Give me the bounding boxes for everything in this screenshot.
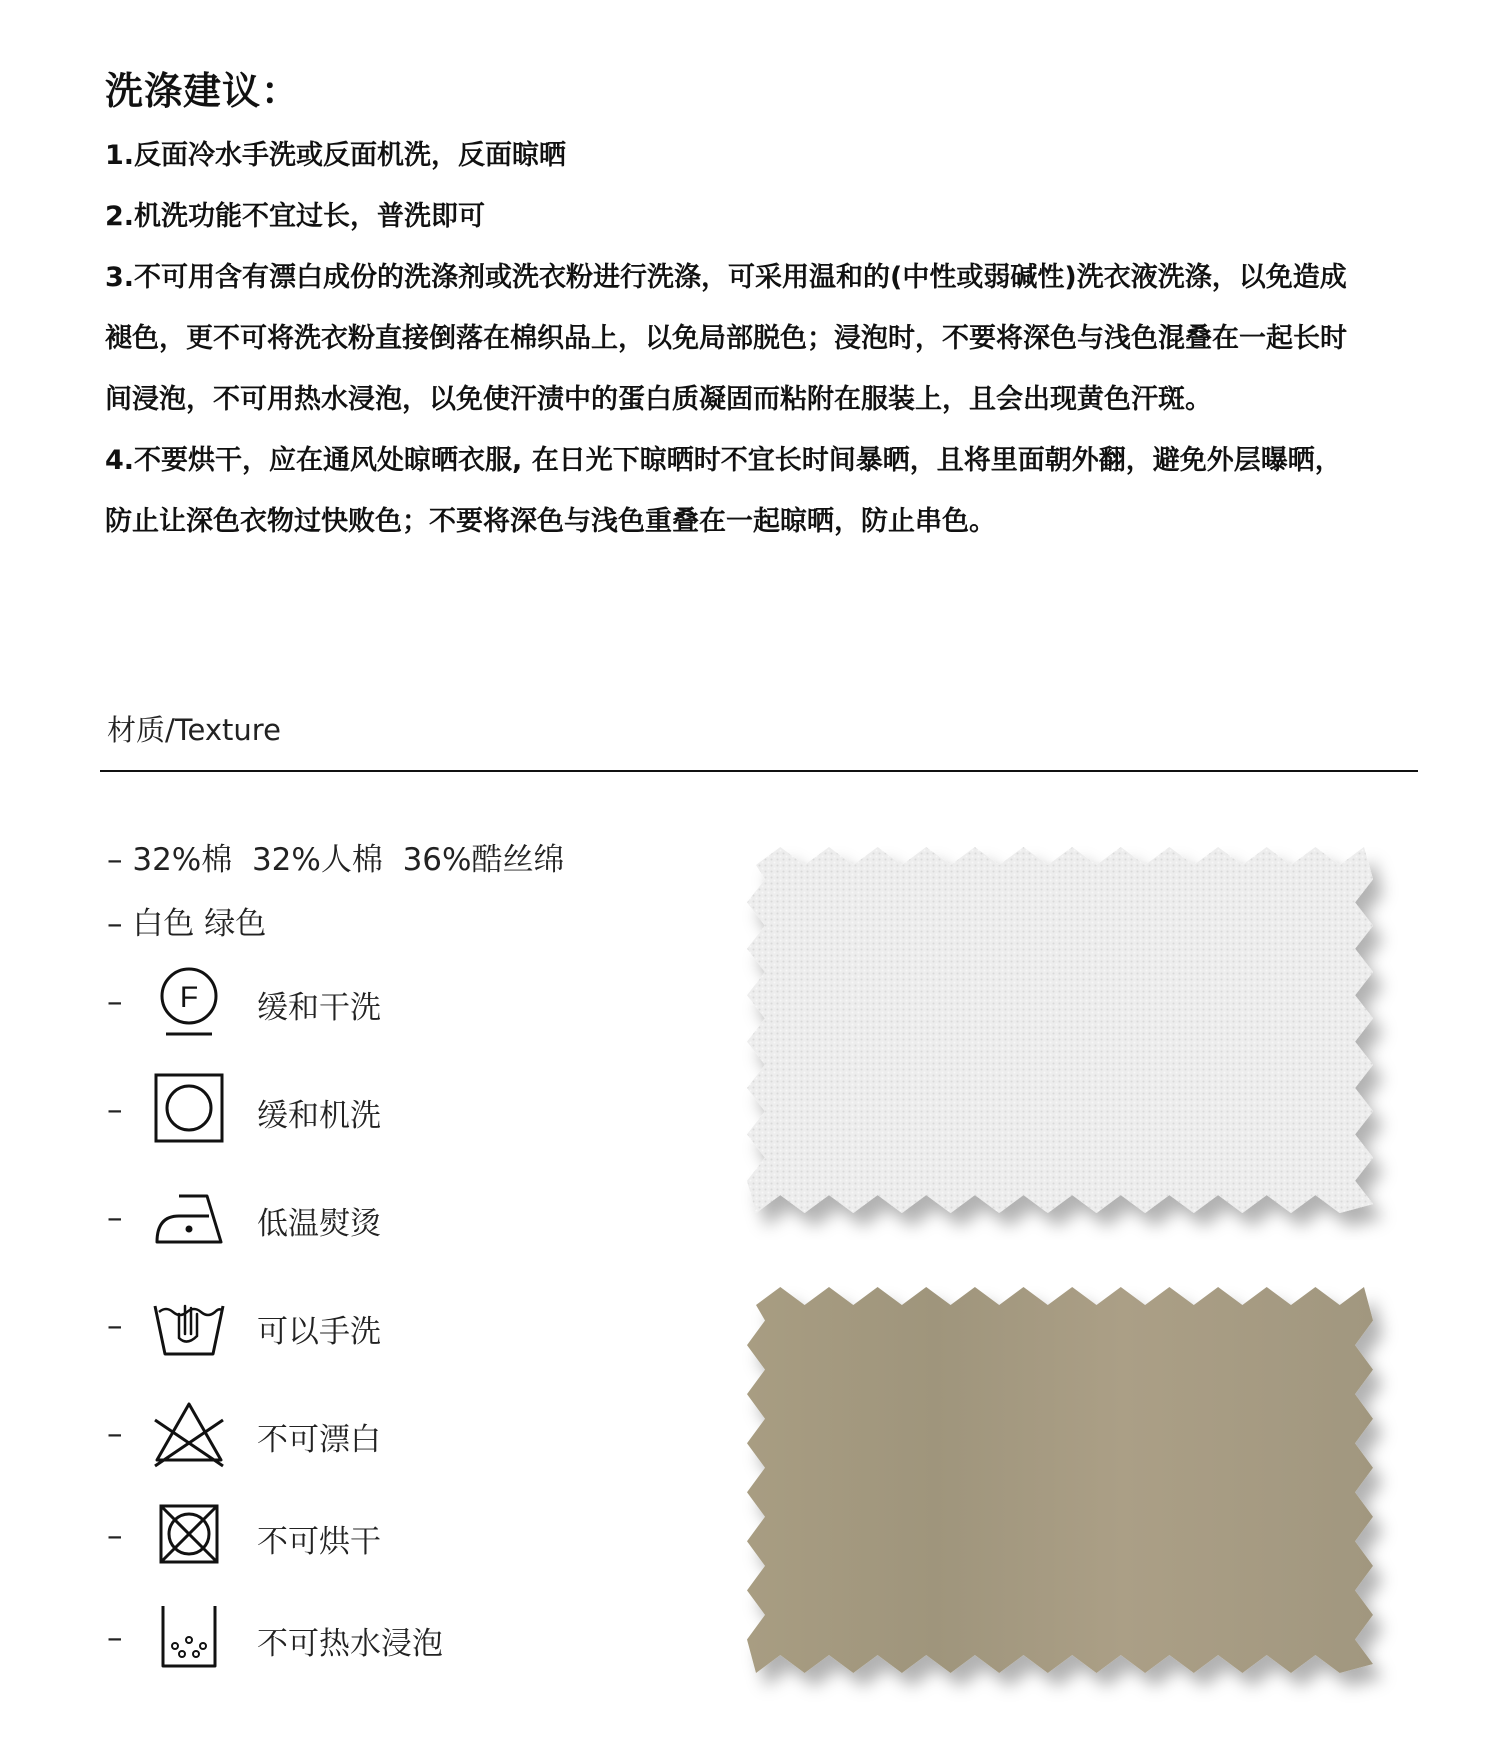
care-dash: – — [107, 1416, 123, 1452]
iron-low-icon — [149, 1176, 229, 1256]
section-divider — [100, 770, 1418, 772]
washing-instructions — [105, 125, 1365, 552]
washing-item-2: 2.机洗功能不宜过长，普洗即可 — [105, 201, 486, 232]
no-tumble-dry-icon — [149, 1494, 229, 1574]
care-row-no-tumble-dry — [107, 1494, 667, 1574]
white-fabric-swatch — [740, 840, 1400, 1240]
care-label: 缓和机洗 — [257, 1098, 381, 1134]
colors-line: – 白色 绿色 — [107, 906, 267, 942]
no-bleach-icon — [149, 1392, 229, 1472]
no-hot-soak-icon — [149, 1596, 229, 1676]
green-swatch-shape — [747, 1287, 1373, 1673]
texture-label: 材质/Texture — [107, 713, 281, 747]
care-dash: – — [107, 1518, 123, 1554]
composition-line: – 32%棉 32%人棉 36%酷丝绵 — [107, 842, 565, 878]
care-row-hand-wash — [107, 1284, 667, 1364]
care-dash: – — [107, 1092, 123, 1128]
care-row-iron — [107, 1176, 667, 1256]
machine-wash-icon — [149, 1068, 229, 1148]
care-row-machine-wash — [107, 1068, 667, 1148]
washing-item-4: 4.不要烘干，应在通风处晾晒衣服, 在日光下晾晒时不宜长时间暴晒，且将里面朝外翻，避免外层曝晒，防止让深色衣物过快败色；不要将深色与浅色重叠在一起晾晒，防止串色。 — [105, 445, 1342, 537]
care-label: 不可热水浸泡 — [257, 1626, 443, 1662]
care-label: 缓和干洗 — [257, 990, 381, 1026]
care-dash: – — [107, 1200, 123, 1236]
svg-text:F: F — [179, 981, 199, 1014]
care-row-no-hot-soak — [107, 1596, 667, 1676]
dry-clean-f-icon — [149, 960, 229, 1040]
white-swatch-shape — [747, 847, 1373, 1213]
care-label: 不可烘干 — [257, 1524, 381, 1560]
care-row-no-bleach — [107, 1392, 667, 1472]
washing-title: 洗涤建议： — [105, 69, 301, 113]
care-label: 低温熨烫 — [257, 1206, 381, 1242]
care-dash: – — [107, 1308, 123, 1344]
green-fabric-swatch — [740, 1280, 1400, 1710]
hand-wash-icon — [149, 1284, 229, 1364]
washing-item-3: 3.不可用含有漂白成份的洗涤剂或洗衣粉进行洗涤，可采用温和的(中性或弱碱性)洗衣液洗涤，以免造成褪色，更不可将洗衣粉直接倒落在棉织品上，以免局部脱色；浸泡时，不要将深色与浅色混叠在一起长时间浸泡，不可用热水浸泡，以免使汗渍中的蛋白质凝固而粘附在服装上，且会出现黄色汗斑。 — [105, 262, 1347, 415]
care-label: 不可漂白 — [257, 1422, 381, 1458]
care-dash: – — [107, 984, 123, 1020]
care-row-dry-clean — [107, 960, 667, 1040]
care-dash: – — [107, 1620, 123, 1656]
washing-item-1: 1.反面冷水手洗或反面机洗，反面晾晒 — [105, 140, 567, 171]
care-label: 可以手洗 — [257, 1314, 381, 1350]
